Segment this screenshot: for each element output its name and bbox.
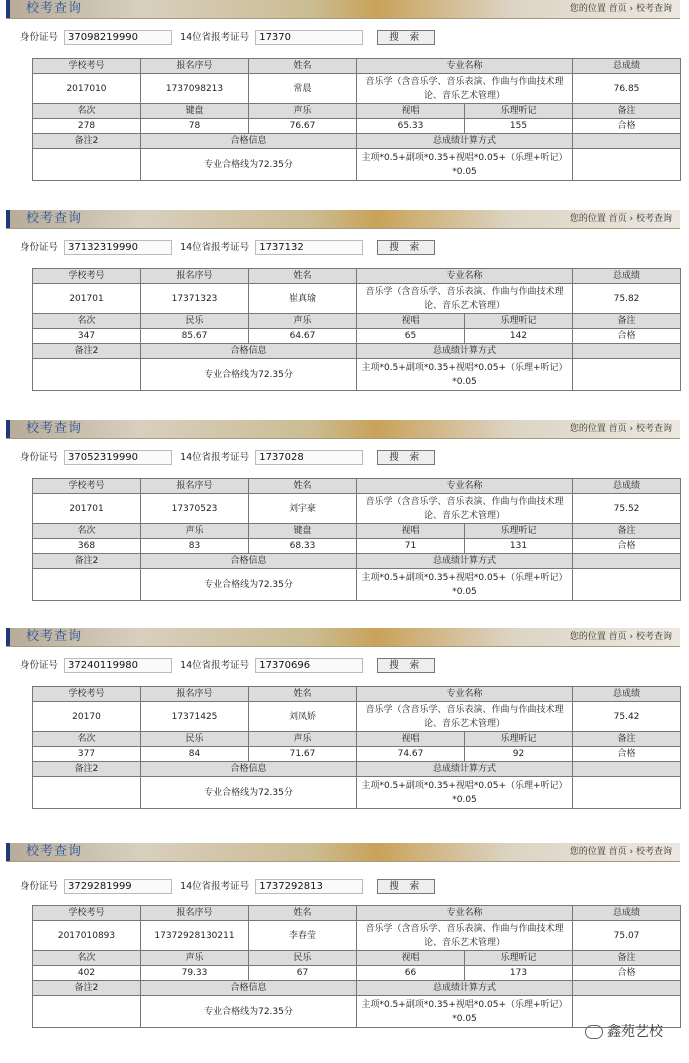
exam-no-input[interactable]: 1737028 bbox=[255, 450, 363, 465]
header-name: 姓名 bbox=[249, 269, 357, 284]
header-formula: 总成绩计算方式 bbox=[357, 134, 573, 149]
header-accent bbox=[6, 210, 10, 228]
header-pass-info: 合格信息 bbox=[141, 554, 357, 569]
score-header: 名次 bbox=[33, 524, 141, 539]
score-value: 71.67 bbox=[249, 747, 357, 762]
header-empty bbox=[573, 134, 681, 149]
search-bar bbox=[20, 879, 435, 894]
score-header: 声乐 bbox=[249, 314, 357, 329]
score-value: 402 bbox=[33, 966, 141, 981]
total-value: 75.52 bbox=[573, 494, 681, 524]
header-school-no: 学校考号 bbox=[33, 906, 141, 921]
score-header: 名次 bbox=[33, 951, 141, 966]
total-value: 75.82 bbox=[573, 284, 681, 314]
reg-no-value: 17372928130211 bbox=[141, 921, 249, 951]
pass-info-value: 专业合格线为72.35分 bbox=[141, 777, 357, 809]
score-value: 92 bbox=[465, 747, 573, 762]
score-value: 65.33 bbox=[357, 119, 465, 134]
remark2-value bbox=[33, 149, 141, 181]
score-header: 声乐 bbox=[249, 732, 357, 747]
id-card-input[interactable]: 37098219990 bbox=[64, 30, 172, 45]
pass-info-value: 专业合格线为72.35分 bbox=[141, 359, 357, 391]
reg-no-value: 17370523 bbox=[141, 494, 249, 524]
score-header: 民乐 bbox=[249, 951, 357, 966]
header-total: 总成绩 bbox=[573, 479, 681, 494]
score-header: 备注 bbox=[573, 314, 681, 329]
score-table bbox=[32, 686, 681, 809]
score-value: 74.67 bbox=[357, 747, 465, 762]
score-value: 合格 bbox=[573, 747, 681, 762]
score-value: 83 bbox=[141, 539, 249, 554]
exam-no-input[interactable]: 1737292813 bbox=[255, 879, 363, 894]
name-value: 常晨 bbox=[249, 74, 357, 104]
formula-value: 主项*0.5+副项*0.35+视唱*0.05+（乐理+听记）*0.05 bbox=[357, 996, 573, 1028]
header-major: 专业名称 bbox=[357, 59, 573, 74]
search-bar bbox=[20, 658, 435, 673]
score-header: 民乐 bbox=[141, 314, 249, 329]
score-header: 名次 bbox=[33, 314, 141, 329]
formula-value: 主项*0.5+副项*0.35+视唱*0.05+（乐理+听记）*0.05 bbox=[357, 149, 573, 181]
name-value: 崔真瑜 bbox=[249, 284, 357, 314]
empty-cell bbox=[573, 777, 681, 809]
score-query-panel bbox=[6, 210, 680, 418]
panel-title: 校考查询 bbox=[26, 421, 83, 436]
score-value: 79.33 bbox=[141, 966, 249, 981]
score-value: 68.33 bbox=[249, 539, 357, 554]
score-header: 键盘 bbox=[141, 104, 249, 119]
header-school-no: 学校考号 bbox=[33, 687, 141, 702]
header-remark2: 备注2 bbox=[33, 981, 141, 996]
breadcrumb: 您的位置 首页 › 校考查询 bbox=[569, 847, 672, 857]
score-header: 视唱 bbox=[357, 732, 465, 747]
header-name: 姓名 bbox=[249, 687, 357, 702]
score-header: 视唱 bbox=[357, 104, 465, 119]
school-no-value: 201701 bbox=[33, 494, 141, 524]
exam-no-label: 14位省报考证号 bbox=[180, 32, 250, 43]
score-value: 85.67 bbox=[141, 329, 249, 344]
score-value: 173 bbox=[465, 966, 573, 981]
exam-no-input[interactable]: 1737132 bbox=[255, 240, 363, 255]
search-button[interactable]: 搜 索 bbox=[377, 240, 435, 255]
panel-title: 校考查询 bbox=[26, 844, 83, 859]
exam-no-label: 14位省报考证号 bbox=[180, 242, 250, 253]
panel-header bbox=[6, 420, 680, 439]
reg-no-value: 1737098213 bbox=[141, 74, 249, 104]
score-value: 142 bbox=[465, 329, 573, 344]
pass-info-value: 专业合格线为72.35分 bbox=[141, 996, 357, 1028]
score-header: 民乐 bbox=[141, 732, 249, 747]
panel-title: 校考查询 bbox=[26, 629, 83, 644]
watermark bbox=[585, 1021, 663, 1041]
header-accent bbox=[6, 628, 10, 646]
exam-no-label: 14位省报考证号 bbox=[180, 881, 250, 892]
header-total: 总成绩 bbox=[573, 906, 681, 921]
id-card-label: 身份证号 bbox=[20, 242, 59, 253]
score-header: 乐理听记 bbox=[465, 314, 573, 329]
header-major: 专业名称 bbox=[357, 687, 573, 702]
score-header: 声乐 bbox=[141, 951, 249, 966]
id-card-label: 身份证号 bbox=[20, 452, 59, 463]
wechat-icon bbox=[585, 1025, 603, 1039]
header-accent bbox=[6, 0, 10, 18]
score-table bbox=[32, 268, 681, 391]
search-bar bbox=[20, 450, 435, 465]
major-value: 音乐学（含音乐学、音乐表演、作曲与作曲技术理论、音乐艺术管理） bbox=[357, 494, 573, 524]
id-card-input[interactable]: 37052319990 bbox=[64, 450, 172, 465]
score-value: 155 bbox=[465, 119, 573, 134]
formula-value: 主项*0.5+副项*0.35+视唱*0.05+（乐理+听记）*0.05 bbox=[357, 359, 573, 391]
score-header: 备注 bbox=[573, 104, 681, 119]
header-empty bbox=[573, 554, 681, 569]
score-query-panel bbox=[6, 0, 680, 208]
header-total: 总成绩 bbox=[573, 687, 681, 702]
id-card-label: 身份证号 bbox=[20, 881, 59, 892]
remark2-value bbox=[33, 777, 141, 809]
score-header: 视唱 bbox=[357, 524, 465, 539]
major-value: 音乐学（含音乐学、音乐表演、作曲与作曲技术理论、音乐艺术管理） bbox=[357, 284, 573, 314]
score-table bbox=[32, 58, 681, 181]
header-total: 总成绩 bbox=[573, 269, 681, 284]
header-pass-info: 合格信息 bbox=[141, 344, 357, 359]
score-value: 67 bbox=[249, 966, 357, 981]
score-value: 合格 bbox=[573, 119, 681, 134]
header-pass-info: 合格信息 bbox=[141, 762, 357, 777]
header-school-no: 学校考号 bbox=[33, 479, 141, 494]
empty-cell bbox=[573, 149, 681, 181]
breadcrumb: 您的位置 首页 › 校考查询 bbox=[569, 214, 672, 224]
header-remark2: 备注2 bbox=[33, 134, 141, 149]
header-accent bbox=[6, 420, 10, 438]
score-value: 84 bbox=[141, 747, 249, 762]
score-value: 71 bbox=[357, 539, 465, 554]
score-header: 乐理听记 bbox=[465, 104, 573, 119]
score-value: 76.67 bbox=[249, 119, 357, 134]
panel-header bbox=[6, 210, 680, 229]
score-table bbox=[32, 478, 681, 601]
header-name: 姓名 bbox=[249, 59, 357, 74]
header-reg-no: 报名序号 bbox=[141, 269, 249, 284]
header-major: 专业名称 bbox=[357, 479, 573, 494]
empty-cell bbox=[573, 569, 681, 601]
major-value: 音乐学（含音乐学、音乐表演、作曲与作曲技术理论、音乐艺术管理） bbox=[357, 921, 573, 951]
score-value: 66 bbox=[357, 966, 465, 981]
header-reg-no: 报名序号 bbox=[141, 687, 249, 702]
header-name: 姓名 bbox=[249, 479, 357, 494]
score-header: 备注 bbox=[573, 732, 681, 747]
panel-header bbox=[6, 628, 680, 647]
breadcrumb: 您的位置 首页 › 校考查询 bbox=[569, 632, 672, 642]
panel-title: 校考查询 bbox=[26, 211, 83, 226]
id-card-input[interactable]: 3729281999 bbox=[64, 879, 172, 894]
header-major: 专业名称 bbox=[357, 269, 573, 284]
name-value: 李春莹 bbox=[249, 921, 357, 951]
header-formula: 总成绩计算方式 bbox=[357, 762, 573, 777]
header-name: 姓名 bbox=[249, 906, 357, 921]
score-table bbox=[32, 905, 681, 1028]
pass-info-value: 专业合格线为72.35分 bbox=[141, 149, 357, 181]
score-value: 347 bbox=[33, 329, 141, 344]
score-header: 乐理听记 bbox=[465, 732, 573, 747]
exam-no-input[interactable]: 17370 bbox=[255, 30, 363, 45]
exam-no-label: 14位省报考证号 bbox=[180, 452, 250, 463]
header-pass-info: 合格信息 bbox=[141, 981, 357, 996]
score-value: 65 bbox=[357, 329, 465, 344]
exam-no-label: 14位省报考证号 bbox=[180, 660, 250, 671]
header-total: 总成绩 bbox=[573, 59, 681, 74]
id-card-label: 身份证号 bbox=[20, 660, 59, 671]
header-remark2: 备注2 bbox=[33, 762, 141, 777]
panel-title: 校考查询 bbox=[26, 1, 83, 16]
score-header: 备注 bbox=[573, 524, 681, 539]
id-card-label: 身份证号 bbox=[20, 32, 59, 43]
score-header: 乐理听记 bbox=[465, 951, 573, 966]
header-pass-info: 合格信息 bbox=[141, 134, 357, 149]
total-value: 76.85 bbox=[573, 74, 681, 104]
score-value: 78 bbox=[141, 119, 249, 134]
header-empty bbox=[573, 981, 681, 996]
header-formula: 总成绩计算方式 bbox=[357, 554, 573, 569]
remark2-value bbox=[33, 996, 141, 1028]
header-school-no: 学校考号 bbox=[33, 59, 141, 74]
score-query-panel bbox=[6, 843, 680, 1063]
header-formula: 总成绩计算方式 bbox=[357, 344, 573, 359]
header-school-no: 学校考号 bbox=[33, 269, 141, 284]
score-header: 声乐 bbox=[141, 524, 249, 539]
score-value: 368 bbox=[33, 539, 141, 554]
score-value: 278 bbox=[33, 119, 141, 134]
reg-no-value: 17371323 bbox=[141, 284, 249, 314]
header-reg-no: 报名序号 bbox=[141, 906, 249, 921]
exam-no-input[interactable]: 17370696 bbox=[255, 658, 363, 673]
score-header: 名次 bbox=[33, 732, 141, 747]
total-value: 75.42 bbox=[573, 702, 681, 732]
school-no-value: 201701 bbox=[33, 284, 141, 314]
header-major: 专业名称 bbox=[357, 906, 573, 921]
score-header: 名次 bbox=[33, 104, 141, 119]
empty-cell bbox=[573, 359, 681, 391]
name-value: 刘凤娇 bbox=[249, 702, 357, 732]
major-value: 音乐学（含音乐学、音乐表演、作曲与作曲技术理论、音乐艺术管理） bbox=[357, 702, 573, 732]
score-query-panel bbox=[6, 420, 680, 628]
id-card-input[interactable]: 37240119980 bbox=[64, 658, 172, 673]
major-value: 音乐学（含音乐学、音乐表演、作曲与作曲技术理论、音乐艺术管理） bbox=[357, 74, 573, 104]
remark2-value bbox=[33, 359, 141, 391]
id-card-input[interactable]: 37132319990 bbox=[64, 240, 172, 255]
header-formula: 总成绩计算方式 bbox=[357, 981, 573, 996]
remark2-value bbox=[33, 569, 141, 601]
score-header: 视唱 bbox=[357, 951, 465, 966]
school-no-value: 2017010 bbox=[33, 74, 141, 104]
search-button[interactable]: 搜 索 bbox=[377, 30, 435, 45]
breadcrumb: 您的位置 首页 › 校考查询 bbox=[569, 424, 672, 434]
header-reg-no: 报名序号 bbox=[141, 479, 249, 494]
search-bar bbox=[20, 240, 435, 255]
school-no-value: 2017010893 bbox=[33, 921, 141, 951]
formula-value: 主项*0.5+副项*0.35+视唱*0.05+（乐理+听记）*0.05 bbox=[357, 569, 573, 601]
score-value: 64.67 bbox=[249, 329, 357, 344]
search-button[interactable]: 搜 索 bbox=[377, 658, 435, 673]
total-value: 75.07 bbox=[573, 921, 681, 951]
watermark-text: 鑫苑艺校 bbox=[607, 1024, 663, 1040]
panel-header bbox=[6, 843, 680, 862]
header-remark2: 备注2 bbox=[33, 344, 141, 359]
search-button[interactable]: 搜 索 bbox=[377, 879, 435, 894]
panel-header bbox=[6, 0, 680, 19]
header-empty bbox=[573, 344, 681, 359]
name-value: 刘宇豪 bbox=[249, 494, 357, 524]
score-header: 乐理听记 bbox=[465, 524, 573, 539]
school-no-value: 20170 bbox=[33, 702, 141, 732]
search-button[interactable]: 搜 索 bbox=[377, 450, 435, 465]
header-remark2: 备注2 bbox=[33, 554, 141, 569]
score-value: 131 bbox=[465, 539, 573, 554]
score-value: 合格 bbox=[573, 539, 681, 554]
reg-no-value: 17371425 bbox=[141, 702, 249, 732]
pass-info-value: 专业合格线为72.35分 bbox=[141, 569, 357, 601]
header-reg-no: 报名序号 bbox=[141, 59, 249, 74]
search-bar bbox=[20, 30, 435, 45]
breadcrumb: 您的位置 首页 › 校考查询 bbox=[569, 4, 672, 14]
score-header: 备注 bbox=[573, 951, 681, 966]
score-header: 视唱 bbox=[357, 314, 465, 329]
score-header: 声乐 bbox=[249, 104, 357, 119]
score-query-panel bbox=[6, 628, 680, 836]
formula-value: 主项*0.5+副项*0.35+视唱*0.05+（乐理+听记）*0.05 bbox=[357, 777, 573, 809]
score-header: 键盘 bbox=[249, 524, 357, 539]
score-value: 合格 bbox=[573, 329, 681, 344]
score-value: 377 bbox=[33, 747, 141, 762]
header-empty bbox=[573, 762, 681, 777]
score-value: 合格 bbox=[573, 966, 681, 981]
header-accent bbox=[6, 843, 10, 861]
